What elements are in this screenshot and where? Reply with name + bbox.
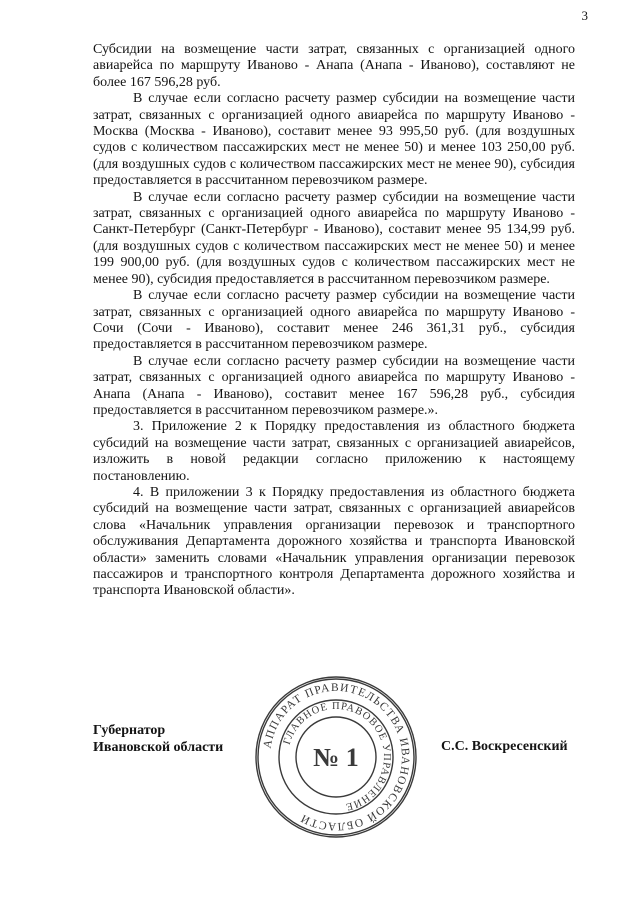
signatory-name: С.С. Воскресенский	[441, 739, 568, 754]
paragraph-moscow: В случае если согласно расчету размер субсидии на возмещение части затрат, связанных с организацией одного авиарейса по маршруту Иваново - Москва (Москва - Иваново), составит менее 93 995,50 руб. (для воздушных судов с количеством пассажирских мест не менее 50) и менее 103 250,00 руб. (для воздушных судов с количеством пассажирских мест не менее 90), субсидия предоставляется в рассчитанном перевозчиком размере.	[93, 91, 575, 189]
paragraph-item-3: 3. Приложение 2 к Порядку предоставления из областного бюджета субсидий на возмещение части затрат, связанных с организацией авиарейсов, изложить в новой редакции согласно приложению к настоящему постановлению.	[93, 419, 575, 484]
seal-graphic	[251, 672, 421, 842]
official-seal-stamp	[251, 672, 421, 842]
seal-inner-text: ГЛАВНОЕ ПРАВОВОЕ УПРАВЛЕНИЕ	[281, 700, 393, 813]
paragraph-anapa: В случае если согласно расчету размер субсидии на возмещение части затрат, связанных с организацией одного авиарейса по маршруту Иваново - Анапа (Анапа - Иваново), составит менее 167 596,28 руб., субсидия предоставляется в рассчитанном перевозчиком размере.».	[93, 353, 575, 418]
position-line-2: Ивановской области	[93, 740, 224, 755]
seal-outer-text: АППАРАТ ПРАВИТЕЛЬСТВА ИВАНОВСКОЙ ОБЛАСТИ	[261, 681, 412, 833]
paragraph-sochi: В случае если согласно расчету размер субсидии на возмещение части затрат, связанных с организацией одного авиарейса по маршруту Иваново - Сочи (Сочи - Иваново), составит менее 246 361,31 руб., субсидия предоставляется в рассчитанном перевозчиком размере.	[93, 288, 575, 353]
paragraph-item-4: 4. В приложении 3 к Порядку предоставления из областного бюджета субсидий на возмещение части затрат, связанных с организацией авиарейсов слова «Начальник управления организации перевозок и транспортного обслуживания Департамента дорожного хозяйства и транспорта Ивановской области» заменить словами «Начальник управления организации перевозок пассажиров и транспортного контроля Департамента дорожного хозяйства и транспорта Ивановской области».	[93, 484, 575, 599]
seal-center-text: № 1	[313, 743, 359, 772]
page-number: 3	[581, 8, 588, 23]
position-line-1: Губернатор	[93, 723, 166, 738]
signatory-position	[93, 722, 223, 756]
paragraph-saint-petersburg: В случае если согласно расчету размер субсидии на возмещение части затрат, связанных с организацией одного авиарейса по маршруту Иваново - Санкт-Петербург (Санкт-Петербург - Иваново), составит менее 95 134,99 руб. (для воздушных судов с количеством пассажирских мест не менее 50) и менее 199 900,00 руб. (для воздушных судов с количеством пассажирских мест не менее 90), субсидия предоставляется в рассчитанном перевозчиком размере.	[93, 189, 575, 287]
document-body	[93, 42, 575, 600]
paragraph-anapa-limit: Субсидии на возмещение части затрат, связанных с организацией одного авиарейса по маршруту Иваново - Анапа (Анапа - Иваново), составляют не более 167 596,28 руб.	[93, 42, 575, 90]
